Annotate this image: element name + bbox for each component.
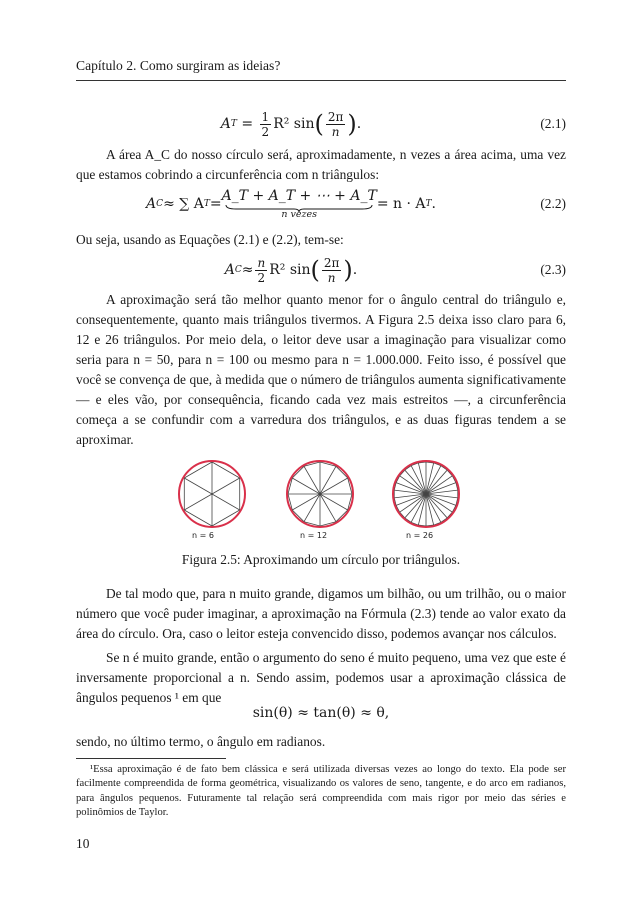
underbrace-label: n vezes	[281, 209, 317, 220]
paragraph-1: A área A_C do nosso círculo será, aproximadamente, n vezes a área acima, uma vez que estamos cobrindo a circunferência com n triângulos:	[76, 147, 566, 182]
figure-2-5	[160, 458, 480, 542]
circle-figure-6	[179, 461, 245, 540]
eq2-eq-sign: =	[209, 196, 222, 212]
equation-number: (2.1)	[540, 116, 566, 131]
eq3-approx: ≈	[241, 262, 254, 278]
eq3-body: R² sin	[269, 262, 311, 278]
eq2-brace-text: A_T + A_T + ⋯ + A_T	[221, 188, 377, 204]
eq3-frac-num: n	[257, 255, 266, 270]
equation-2-1: A T = $\frac{1}{2}$ R² sin ( $\frac{2\pi}{n}$ ) . (2.1)	[220, 109, 566, 139]
paragraph-6: sendo, no último termo, o ângulo em radianos.	[76, 734, 326, 749]
circle-figure-26	[393, 461, 459, 540]
eq2-sum: ≈ ∑ A	[163, 196, 204, 212]
eq2-sum-sub: T	[203, 199, 210, 209]
eq3-arg-den: n	[327, 270, 336, 285]
eq2-end: .	[431, 196, 436, 212]
figure-label: n = 26	[406, 531, 434, 540]
eq1-fraction	[260, 110, 272, 139]
eq3-arg-num: 2π	[323, 255, 340, 270]
eq3-end: .	[352, 262, 358, 278]
eq1-arg-num: 2π	[327, 109, 344, 124]
equation-2-3: A C ≈ $\frac{n}{2}$ R² sin ( $\frac{2\pi}{n}$ ) . (2.3)	[224, 255, 566, 285]
eq3-arg	[322, 256, 342, 285]
eq1-arg	[326, 110, 346, 139]
eq1-body: R² sin	[273, 116, 315, 132]
equation-number: (2.2)	[540, 196, 566, 211]
eq2-rhs: = n · A	[376, 196, 426, 212]
footnote-rule	[76, 758, 226, 759]
paragraph-2: Ou seja, usando as Equações (2.1) e (2.2), tem-se:	[76, 232, 344, 247]
eq3-lhs-sub: C	[234, 265, 242, 275]
underbrace	[222, 188, 377, 220]
eq2-rhs-sub: T	[425, 199, 432, 209]
figure-label: n = 6	[192, 531, 214, 540]
eq3-fraction	[255, 256, 267, 285]
equation-2-2	[76, 184, 566, 224]
figure-caption: Figura 2.5: Aproximando um círculo por triângulos.	[181, 552, 461, 567]
eq4-text: sin(θ) ≈ tan(θ) ≈ θ,	[252, 705, 390, 721]
eq1-frac-den: 2	[261, 124, 270, 139]
figure-label: n = 12	[300, 531, 328, 540]
paragraph-3: A aproximação será tão melhor quanto menor for o ângulo central do triângulo e, consequentemente, quanto mais triângulos tivermos. A Figura 2.5 deixa isso claro para 6, 12 e 26 triângulos. Por meio dela, o leitor deve usar a imaginação para visualizar como seria para n = 50, para n = 100 ou mesmo para n = 1.000.000. Feito isso, é possível que você se convença de que, à medida que o número de triângulos aumenta significativamente — e eles vão, por consequência, ficando cada vez mais estreitos —, a circunferência começa a se confundir com a varredura dos triângulos, e as duas figuras tendem a se aproximar.	[76, 292, 566, 447]
eq1-lhs-sub: T	[230, 119, 237, 129]
paragraph-4: De tal modo que, para n muito grande, digamos um bilhão, ou um trilhão, ou o maior número que você puder imaginar, a aproximação na Fórmula (2.3) tende ao valor exato da área do círculo. Ora, caso o leitor esteja convencido disso, podemos avançar nos cálculos.	[76, 586, 566, 641]
eq1-lhs: A	[220, 116, 231, 132]
eq1-end: .	[356, 116, 362, 132]
eq2-lhs-sub: C	[156, 199, 164, 209]
paragraph-5: Se n é muito grande, então o argumento do seno é muito pequeno, uma vez que este é inversamente proporcional a n. Sendo assim, podemos usar a aproximação clássica de ângulos pequenos ¹ em que	[76, 650, 566, 705]
eq1-frac-num: 1	[261, 109, 270, 124]
eq1-arg-den: n	[331, 124, 340, 139]
triangle-circles-illustration	[160, 458, 480, 542]
eq3-frac-den: 2	[257, 270, 266, 285]
footnote: ¹Essa aproximação é de fato bem clássica e será utilizada diversas vezes ao longo do texto. Ela pode ser facilmente compreendida de forma geométrica, visualizando os valores de seno, tangente, e do arco em radianos, para ângulos pequenos. Futuramente tal relação será compreendida com mais rigor por meio das séries e polinômios de Taylor.	[76, 764, 566, 819]
running-head: Capítulo 2. Como surgiram as ideias?	[76, 58, 566, 81]
eq2-lhs: A	[146, 196, 157, 212]
equation-number: (2.3)	[540, 262, 566, 277]
page-number: 10	[76, 836, 90, 851]
equation-small-angle	[76, 700, 566, 726]
eq3-lhs: A	[224, 262, 235, 278]
circle-figure-12	[287, 461, 353, 540]
